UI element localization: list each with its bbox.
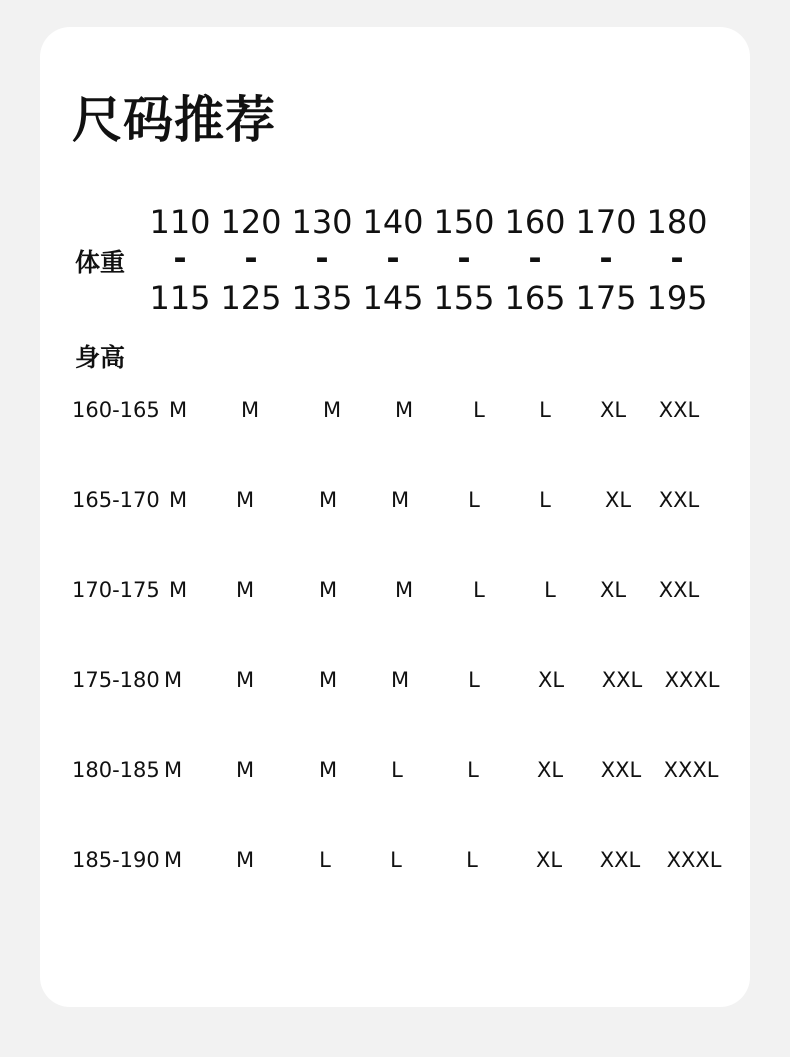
size-cell: M [235,758,255,782]
size-cell: M [235,578,255,602]
weight-dash: - [315,239,329,277]
size-cell: M [394,398,414,422]
weight-top: 110 [149,203,211,241]
size-cell: XXXL [664,668,720,692]
size-cell: M [318,578,338,602]
size-cell: L [390,848,402,872]
weight-bottom: 135 [291,279,353,317]
height-range-label: 175-180 [72,668,160,692]
size-cell: M [240,398,260,422]
size-cell: L [468,668,480,692]
height-range-label: 160-165 [72,398,160,422]
weight-dash: - [386,239,400,277]
height-range-label: 185-190 [72,848,160,872]
size-cell: M [163,668,183,692]
size-cell: M [235,668,255,692]
weight-dash: - [457,239,471,277]
weight-dash: - [670,239,684,277]
size-cell: M [163,848,183,872]
weight-dash: - [528,239,542,277]
size-cell: XXXL [666,848,722,872]
weight-dash: - [173,239,187,277]
size-cell: XXL [658,488,700,512]
weight-top: 120 [220,203,282,241]
size-cell: M [235,848,255,872]
size-cell: XXXL [663,758,719,782]
height-range-label: 165-170 [72,488,160,512]
size-cell: M [163,758,183,782]
size-cell: XL [599,398,627,422]
size-cell: L [391,758,403,782]
size-cell: L [539,488,551,512]
size-cell: L [544,578,556,602]
weight-bottom: 155 [433,279,495,317]
weight-bottom: 125 [220,279,282,317]
size-cell: XL [599,578,627,602]
size-cell: M [168,488,188,512]
size-cell: XL [536,758,564,782]
weight-bottom: 195 [646,279,708,317]
size-cell: XL [535,848,563,872]
size-cell: M [322,398,342,422]
weight-top: 180 [646,203,708,241]
size-cell: XL [604,488,632,512]
size-cell: XXL [601,668,643,692]
weight-top: 160 [504,203,566,241]
weight-top: 170 [575,203,637,241]
weight-label: 体重 [75,248,126,277]
size-cell: M [318,488,338,512]
size-cell: XXL [658,578,700,602]
size-cell: M [318,758,338,782]
size-cell: XL [537,668,565,692]
size-cell: XXL [599,848,641,872]
size-cell: L [539,398,551,422]
size-cell: L [467,758,479,782]
size-cell: L [473,578,485,602]
size-cell: M [168,398,188,422]
weight-bottom: 115 [149,279,211,317]
size-cell: M [235,488,255,512]
size-cell: L [466,848,478,872]
size-cell: L [319,848,331,872]
size-cell: M [168,578,188,602]
size-cell: M [318,668,338,692]
size-cell: XXL [658,398,700,422]
weight-top: 140 [362,203,424,241]
size-cell: M [390,668,410,692]
weight-bottom: 165 [504,279,566,317]
size-cell: XXL [600,758,642,782]
weight-top: 150 [433,203,495,241]
size-cell: M [390,488,410,512]
page-title: 尺码推荐 [72,91,276,149]
height-range-label: 180-185 [72,758,160,782]
height-range-label: 170-175 [72,578,160,602]
size-cell: M [394,578,414,602]
weight-dash: - [244,239,258,277]
weight-dash: - [599,239,613,277]
size-cell: L [473,398,485,422]
size-cell: L [468,488,480,512]
height-label: 身高 [75,343,126,372]
weight-top: 130 [291,203,353,241]
weight-bottom: 145 [362,279,424,317]
weight-bottom: 175 [575,279,637,317]
